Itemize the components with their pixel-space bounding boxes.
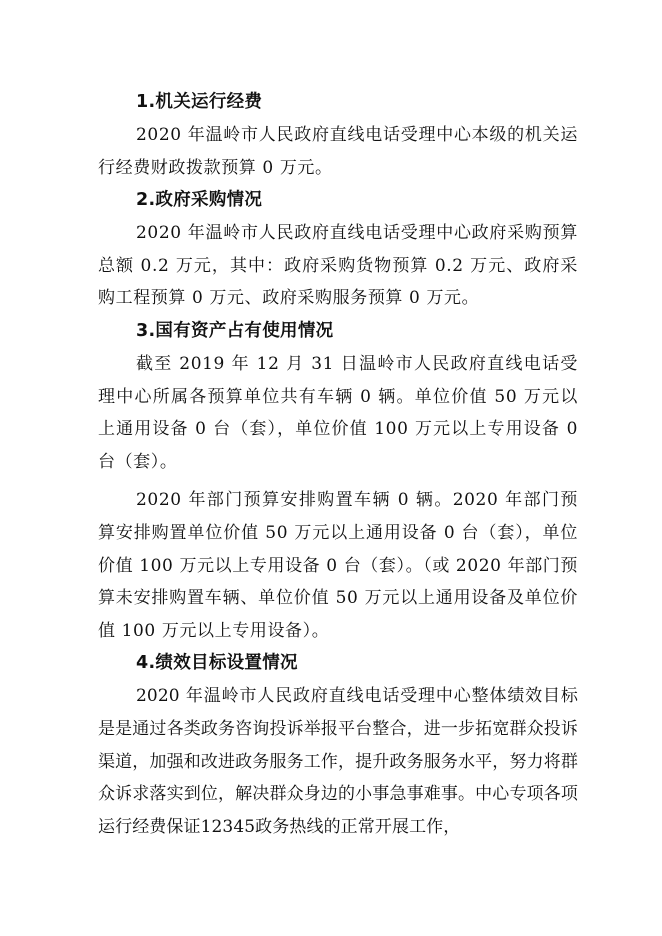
section-heading-operating-expenses: 1.机关运行经费 [136,92,263,112]
paragraph-operating-expenses: 2020 年温岭市人民政府直线电话受理中心本级的机关运行经费财政拨款预算 0 万元。 [98,125,578,178]
paragraph-performance-targets: 2020 年温岭市人民政府直线电话受理中心整体绩效目标是是通过各类政务咨询投诉举报平台整合，进一步拓宽群众投诉渠道，加强和改进政务服务工作，提升政务服务水平，努力将群众诉求落实到位，解决群众身边的小事急事难事。中心专项各项运行经费保证12345政务热线的正常开展工作， [98,686,578,837]
section-heading-state-assets: 3.国有资产占有使用情况 [136,320,334,341]
document-body [98,86,578,843]
paragraph-government-procurement: 2020 年温岭市人民政府直线电话受理中心政府采购预算总额 0.2 万元，其中：政府采购货物预算 0.2 万元、政府采购工程预算 0 万元、政府采购服务预算 0 万元。 [98,223,578,309]
section-heading-government-procurement: 2.政府采购情况 [136,190,263,211]
section-heading-performance-targets: 4.绩效目标设置情况 [136,653,298,674]
paragraph-state-assets-budget: 2020 年部门预算安排购置车辆 0 辆。2020 年部门预算安排购置单位价值 50 万元以上通用设备 0 台（套），单位价值 100 万元以上专用设备 0 台（套）。（或 2020 年部门预算未安排购置车辆、单位价值 50 万元以上通用设备及单位价值 100 万元以上专用设备）。 [98,490,578,641]
paragraph-state-assets-status: 截至 2019 年 12 月 31 日温岭市人民政府直线电话受理中心所属各预算单位共有车辆 0 辆。单位价值 50 万元以上通用设备 0 台（套），单位价值 100 万元以上专用设备 0 台（套）。 [98,353,578,472]
